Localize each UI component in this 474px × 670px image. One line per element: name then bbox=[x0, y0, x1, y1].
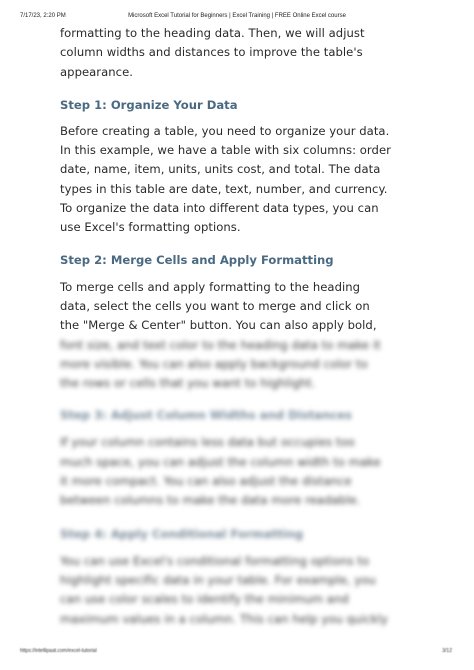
text-line: Before creating a table, you need to organize your data. bbox=[60, 123, 390, 138]
text-line: date, name, item, units, units cost, and total. The data bbox=[60, 162, 381, 177]
text-line: In this example, we have a table with six columns: order bbox=[60, 143, 391, 158]
text-line: data, select the cells you want to merge and click on bbox=[60, 298, 370, 313]
blurred-text-line: much space, you can adjust the column width to make bbox=[60, 454, 381, 469]
text-line: types in this table are date, text, number, and currency. bbox=[60, 181, 388, 196]
print-page-number: 3/12 bbox=[442, 648, 452, 654]
blurred-text-line: between columns to make the data more readable. bbox=[60, 493, 361, 508]
blurred-text-line: You can use Excel's conditional formatting options to bbox=[60, 553, 370, 568]
step1-paragraph bbox=[60, 122, 420, 238]
step3-paragraph bbox=[60, 433, 420, 510]
blurred-text-line: highlight specific data in your table. For example, you bbox=[60, 572, 376, 587]
text-line: the "Merge & Center" button. You can also apply bold, bbox=[60, 318, 377, 333]
blurred-text-line: it more compact. You can also adjust the distance bbox=[60, 474, 352, 489]
text-line: formatting to the heading data. Then, we will adjust bbox=[60, 26, 365, 40]
intro-paragraph bbox=[60, 24, 420, 82]
print-page-title: Microsoft Excel Tutorial for Beginners | Excel Training | FREE Online Excel course bbox=[128, 13, 346, 19]
text-line: use Excel's formatting options. bbox=[60, 220, 241, 235]
print-datetime: 7/17/23, 2:20 PM bbox=[20, 13, 66, 19]
blurred-text-line: the rows or cells that you want to highlight. bbox=[60, 376, 316, 391]
step1-heading: Step 1: Organize Your Data bbox=[60, 97, 238, 112]
print-footer bbox=[0, 648, 474, 658]
step4-paragraph bbox=[60, 552, 420, 629]
step3-heading: Step 3: Adjust Column Widths and Distances bbox=[60, 408, 352, 423]
blurred-text-line: more visible. You can also apply background color to bbox=[60, 356, 368, 371]
text-line: To organize the data into different data types, you can bbox=[60, 201, 379, 216]
article-body bbox=[60, 24, 420, 629]
step4-heading: Step 4: Apply Conditional Formatting bbox=[60, 526, 304, 541]
text-line: appearance. bbox=[60, 64, 134, 79]
step2-heading: Step 2: Merge Cells and Apply Formatting bbox=[60, 252, 334, 267]
print-url: https://intellipaat.com/excel-tutorial bbox=[20, 648, 97, 654]
blurred-text-line: can use color scales to identify the minimum and bbox=[60, 592, 349, 607]
blurred-text-line: maximum values in a column. This can help you quickly bbox=[60, 611, 388, 626]
blurred-text-line: If your column contains less data but occupies too bbox=[60, 435, 355, 450]
text-line: To merge cells and apply formatting to the heading bbox=[60, 279, 361, 294]
blurred-text-line: font size, and text color to the heading data to make it bbox=[60, 337, 381, 352]
step2-paragraph bbox=[60, 278, 420, 394]
text-line: column widths and distances to improve the table's bbox=[60, 45, 363, 60]
